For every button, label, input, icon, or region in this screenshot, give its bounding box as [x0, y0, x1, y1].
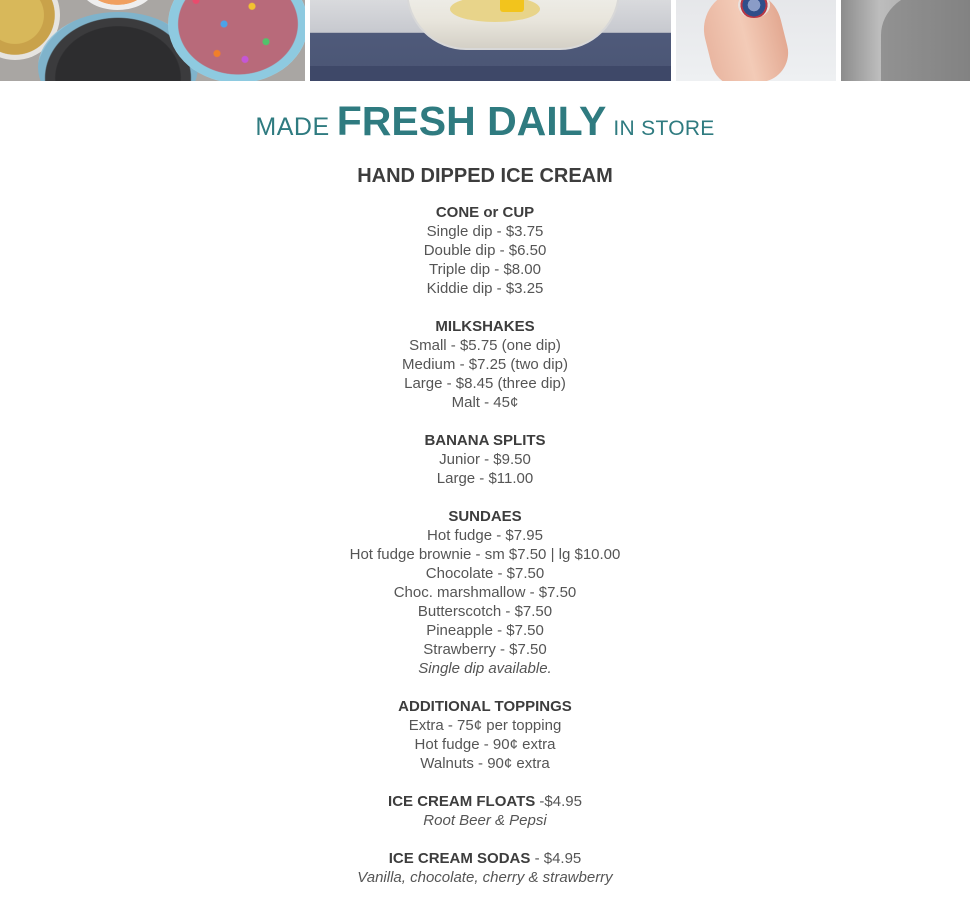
photo-strip [0, 0, 970, 81]
menu-item: Small - $5.75 (one dip) [409, 337, 561, 354]
headline-main: FRESH DAILY [336, 98, 607, 144]
section-heading [0, 849, 970, 868]
section-heading [0, 431, 970, 450]
menu-section [0, 203, 970, 298]
section-heading-text: CONE or CUP [435, 204, 535, 221]
menu-item: Chocolate - $7.50 [425, 565, 545, 582]
menu-item: Hot fudge - $7.95 [427, 527, 543, 544]
menu-section [0, 849, 970, 887]
menu-item: Extra - 75¢ per topping [408, 717, 562, 734]
section-heading [0, 317, 970, 336]
headline [0, 97, 970, 145]
menu-item: Butterscotch - $7.50 [417, 603, 553, 620]
menu-item: Choc. marshmallow - $7.50 [393, 584, 577, 601]
menu-item: Triple dip - $8.00 [428, 261, 541, 278]
banana-split-photo [310, 0, 671, 81]
section-heading [0, 203, 970, 222]
section-heading [0, 792, 970, 811]
menu-item: Medium - $7.25 (two dip) [402, 356, 568, 373]
menu-item: Large - $11.00 [436, 470, 534, 487]
section-note: Root Beer & Pepsi [423, 812, 547, 829]
section-note: Vanilla, chocolate, cherry & strawberry [357, 869, 613, 886]
menu-item: Large - $8.45 (three dip) [404, 375, 566, 392]
serving-board [310, 66, 671, 81]
grey-shape [881, 0, 970, 81]
section-heading-text: ADDITIONAL TOPPINGS [398, 698, 572, 715]
topping [500, 0, 524, 12]
menu-item: Junior - $9.50 [439, 451, 531, 468]
section-heading-text: ICE CREAM SODAS [388, 850, 531, 867]
menu-item: Double dip - $6.50 [423, 242, 547, 259]
menu-section [0, 431, 970, 488]
menu-item: Malt - 45¢ [451, 394, 519, 411]
section-heading-text: MILKSHAKES [435, 318, 535, 335]
menu-item: Kiddie dip - $3.25 [426, 280, 544, 297]
menu-item: Strawberry - $7.50 [423, 641, 547, 658]
section-heading-price: -$4.95 [535, 793, 582, 810]
headline-suffix: IN STORE [613, 117, 715, 140]
menu-item: Hot fudge brownie - sm $7.50 | lg $10.00 [349, 546, 621, 563]
section-heading [0, 697, 970, 716]
menu-item: Hot fudge - 90¢ extra [414, 736, 556, 753]
menu-title: HAND DIPPED ICE CREAM [357, 165, 613, 187]
grey-photo [841, 0, 970, 81]
section-heading [0, 507, 970, 526]
menu-item: Walnuts - 90¢ extra [420, 755, 550, 772]
section-heading-price: - $4.95 [530, 850, 582, 867]
menu-section [0, 697, 970, 773]
candy-bowl [80, 0, 155, 10]
section-heading-text: BANANA SPLITS [424, 432, 546, 449]
menu-item: Pineapple - $7.50 [426, 622, 544, 639]
section-note: Single dip available. [418, 660, 552, 677]
section-heading-text: SUNDAES [448, 508, 522, 525]
hand-holding-jar-photo [676, 0, 836, 81]
menu-section [0, 317, 970, 412]
menu-list [0, 203, 970, 887]
menu-section [0, 792, 970, 830]
toppings-bowls-photo [0, 0, 305, 81]
menu-section [0, 507, 970, 678]
section-heading-text: ICE CREAM FLOATS [388, 793, 536, 810]
headline-prefix: MADE [255, 113, 330, 141]
menu-item: Single dip - $3.75 [426, 223, 544, 240]
